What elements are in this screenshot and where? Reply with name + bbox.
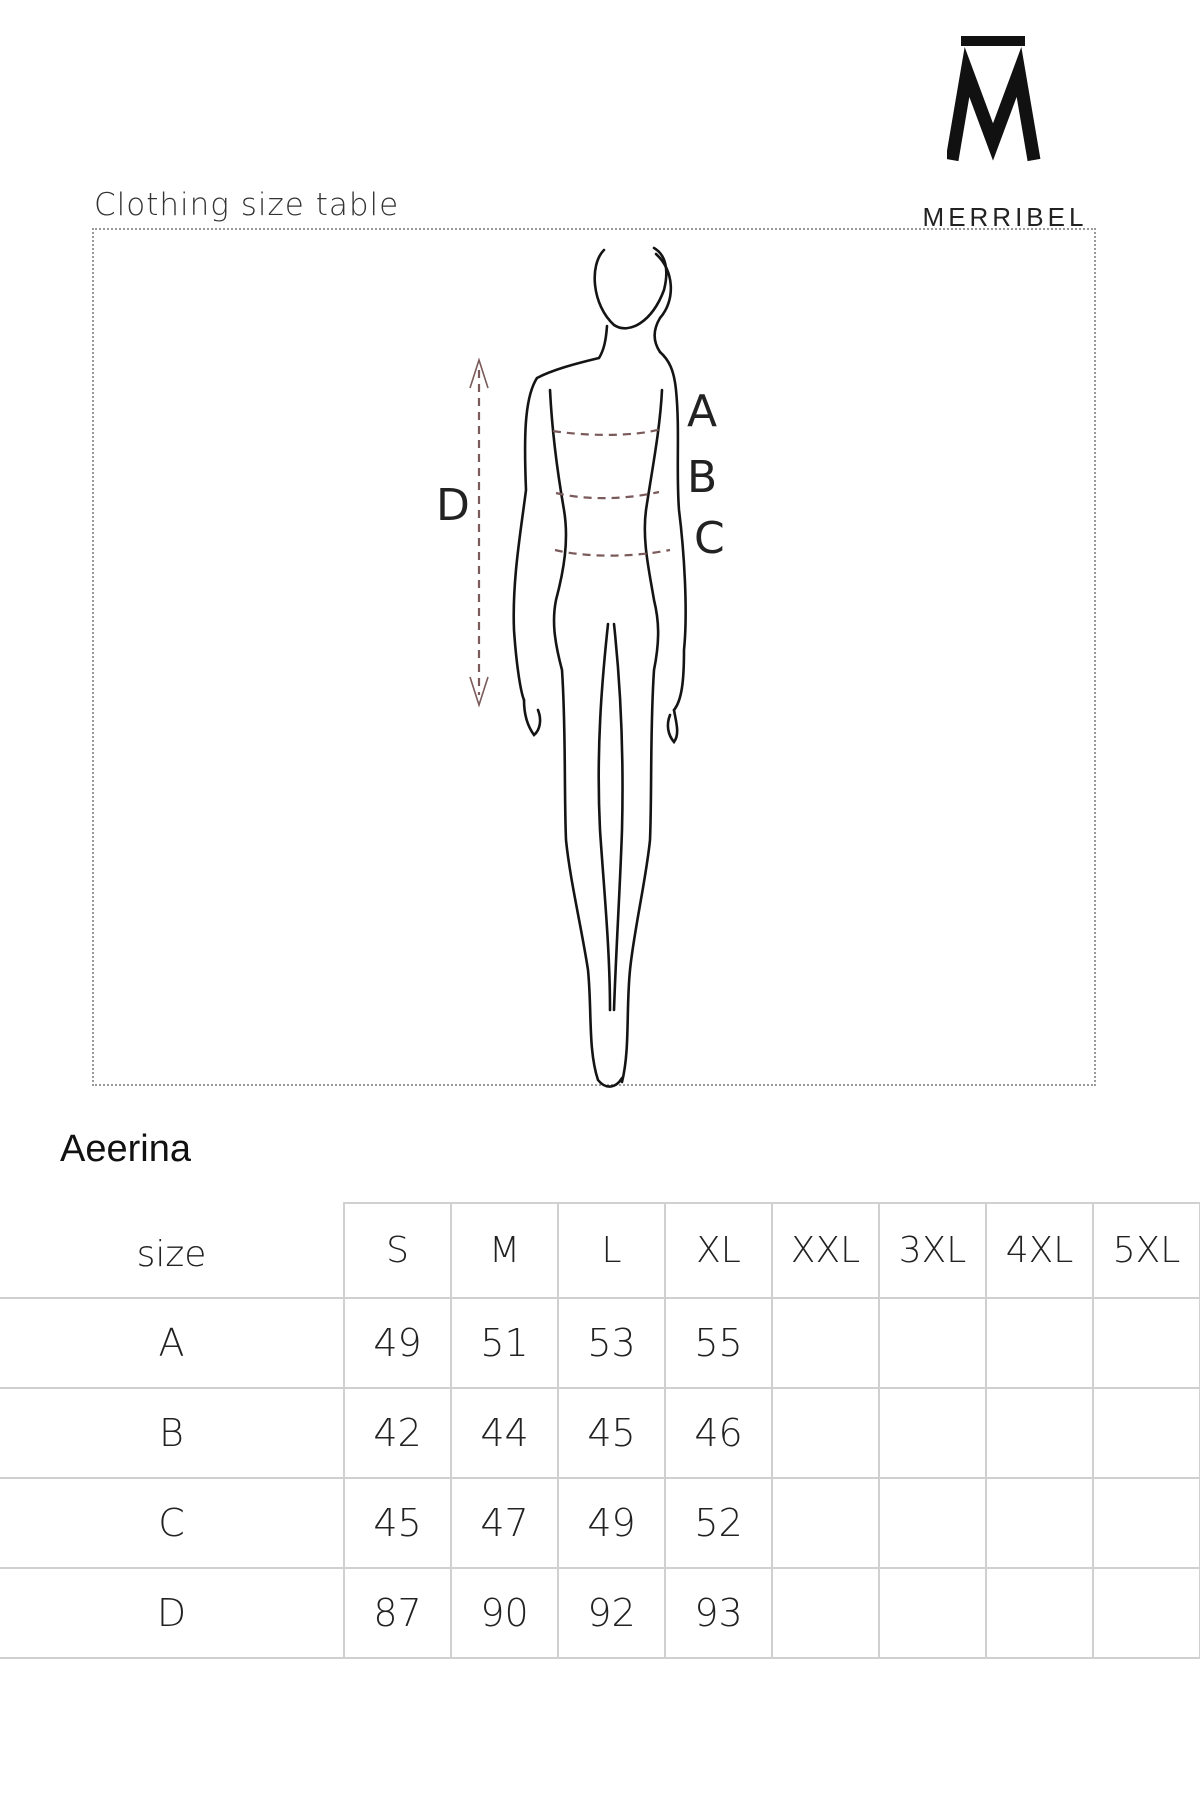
size-table xyxy=(0,1202,1200,1659)
table-cell xyxy=(986,1478,1093,1568)
body-silhouette-diagram xyxy=(94,230,1098,1088)
table-cell: 90 xyxy=(451,1568,558,1658)
table-cell xyxy=(879,1478,986,1568)
table-row xyxy=(0,1478,1200,1568)
size-column-header: XL xyxy=(665,1203,772,1298)
table-cell: 93 xyxy=(665,1568,772,1658)
row-label: A xyxy=(0,1298,344,1388)
measurement-figure xyxy=(92,228,1096,1086)
size-header: size xyxy=(0,1203,344,1298)
measure-line-a xyxy=(553,429,661,435)
table-cell xyxy=(986,1568,1093,1658)
table-cell xyxy=(1093,1568,1200,1658)
table-row xyxy=(0,1568,1200,1658)
table-cell: 49 xyxy=(558,1478,665,1568)
table-cell: 45 xyxy=(344,1478,451,1568)
table-cell xyxy=(1093,1478,1200,1568)
product-name: Aeerina xyxy=(60,1128,191,1170)
table-cell: 47 xyxy=(451,1478,558,1568)
size-column-header: M xyxy=(451,1203,558,1298)
measure-label-c: C xyxy=(694,513,725,564)
table-row xyxy=(0,1388,1200,1478)
size-column-header: 4XL xyxy=(986,1203,1093,1298)
table-cell: 49 xyxy=(344,1298,451,1388)
table-cell xyxy=(772,1568,879,1658)
size-column-header: L xyxy=(558,1203,665,1298)
measure-lines xyxy=(479,370,670,695)
table-cell xyxy=(772,1388,879,1478)
row-label: C xyxy=(0,1478,344,1568)
measure-label-b: B xyxy=(687,452,718,503)
measure-line-c xyxy=(555,550,670,556)
table-cell: 44 xyxy=(451,1388,558,1478)
table-cell xyxy=(1093,1388,1200,1478)
row-label: D xyxy=(0,1568,344,1658)
table-cell: 55 xyxy=(665,1298,772,1388)
row-label: B xyxy=(0,1388,344,1478)
measure-line-b xyxy=(556,492,659,498)
table-cell xyxy=(772,1298,879,1388)
table-cell xyxy=(986,1388,1093,1478)
table-cell: 46 xyxy=(665,1388,772,1478)
measure-label-d: D xyxy=(436,480,470,531)
table-cell xyxy=(986,1298,1093,1388)
brand-logo xyxy=(905,30,1105,232)
table-cell xyxy=(879,1568,986,1658)
table-row xyxy=(0,1298,1200,1388)
brand-name: MERRIBEL xyxy=(922,202,1088,232)
table-cell xyxy=(879,1388,986,1478)
table-cell xyxy=(772,1478,879,1568)
size-column-header: XXL xyxy=(772,1203,879,1298)
body-outline xyxy=(514,248,686,1087)
merribel-m-logo-icon xyxy=(947,30,1063,165)
size-column-header: 3XL xyxy=(879,1203,986,1298)
size-column-header: S xyxy=(344,1203,451,1298)
table-cell xyxy=(879,1298,986,1388)
table-header-row xyxy=(0,1203,1200,1298)
table-cell: 92 xyxy=(558,1568,665,1658)
table-cell: 87 xyxy=(344,1568,451,1658)
table-cell: 52 xyxy=(665,1478,772,1568)
table-cell: 42 xyxy=(344,1388,451,1478)
table-cell: 53 xyxy=(558,1298,665,1388)
table-cell: 51 xyxy=(451,1298,558,1388)
measure-label-a: A xyxy=(687,386,718,437)
page-title: Clothing size table xyxy=(94,187,400,223)
table-cell: 45 xyxy=(558,1388,665,1478)
size-column-header: 5XL xyxy=(1093,1203,1200,1298)
table-cell xyxy=(1093,1298,1200,1388)
